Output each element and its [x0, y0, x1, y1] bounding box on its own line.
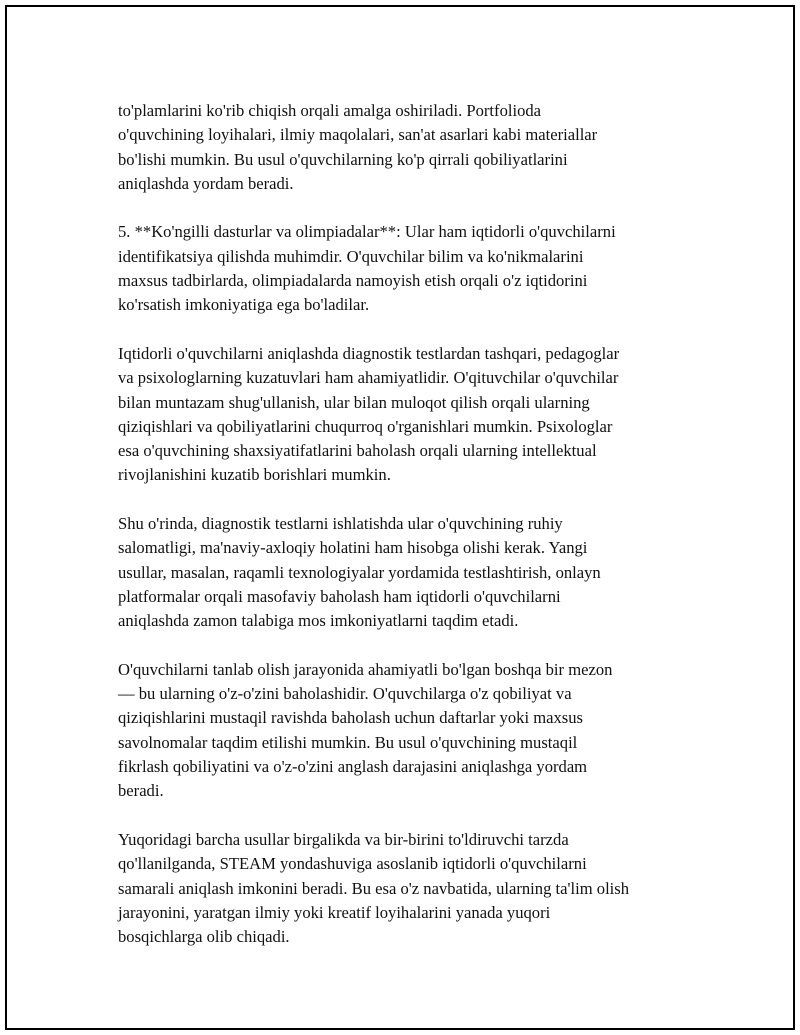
paragraph	[118, 99, 708, 196]
text-line: Yuqoridagi barcha usullar birgalikda va bir-birini to'ldiruvchi tarzda	[118, 829, 569, 849]
text-line: identifikatsiya qilishda muhimdir. O'quvchilar bilim va ko'nikmalarini	[118, 246, 584, 266]
paragraph	[118, 512, 708, 633]
text-line: samarali aniqlash imkonini beradi. Bu esa o'z navbatida, ularning ta'lim olish	[118, 878, 630, 898]
paragraph	[118, 220, 708, 317]
text-line: salomatligi, ma'naviy-axloqiy holatini ham hisobga olishi kerak. Yangi	[118, 538, 588, 558]
text-line: bo'lishi mumkin. Bu usul o'quvchilarning ko'p qirrali qobiliyatlarini	[118, 149, 568, 169]
text-line: Iqtidorli o'quvchilarni aniqlashda diagnostik testlardan tashqari, pedagoglar	[118, 343, 620, 363]
text-line: aniqlashda zamon talabiga mos imkoniyatlarni taqdim etadi.	[118, 611, 519, 631]
text-line: bilan muntazam shug'ullanish, ular bilan muloqot qilish orqali ularning	[118, 392, 590, 412]
text-line: beradi.	[118, 781, 164, 801]
text-line: aniqlashda yordam beradi.	[118, 173, 294, 193]
text-line: va psixologlarning kuzatuvlari ham ahamiyatlidir. O'qituvchilar o'quvchilar	[118, 368, 619, 388]
text-line: to'plamlarini ko'rib chiqish orqali amalga oshiriladi. Portfolioda	[118, 101, 542, 120]
text-line: qiziqishlarini mustaqil ravishda baholash uchun daftarlar yoki maxsus	[118, 708, 583, 728]
text-line: bosqichlarga olib chiqadi.	[118, 927, 290, 947]
text-line: maxsus tadbirlarda, olimpiadalarda namoyish etish orqali o'z iqtidorini	[118, 271, 588, 291]
text-line: — bu ularning o'z-o'zini baholashidir. O'quvchilarga o'z qobiliyat va	[118, 684, 572, 704]
page-frame	[5, 5, 795, 1030]
text-line: platformalar orqali masofaviy baholash ham iqtidorli o'quvchilarni	[118, 586, 561, 606]
text-line: esa o'quvchining shaxsiyatifatlarini baholash orqali ularning intellektual	[118, 441, 597, 461]
text-line: usullar, masalan, raqamli texnologiyalar yordamida testlashtirish, onlayn	[118, 562, 601, 582]
paragraph	[118, 828, 708, 949]
text-line: savolnomalar taqdim etilishi mumkin. Bu usul o'quvchining mustaqil	[118, 732, 578, 752]
paragraph	[118, 658, 708, 804]
text-line: o'quvchining loyihalari, ilmiy maqolalari, san'at asarlari kabi materiallar	[118, 125, 598, 145]
text-line: ko'rsatish imkoniyatiga ega bo'ladilar.	[118, 295, 370, 315]
text-line: jarayonini, yaratgan ilmiy yoki kreatif loyihalarini yanada yuqori	[118, 902, 551, 922]
text-line: Shu o'rinda, diagnostik testlarni ishlatishda ular o'quvchining ruhiy	[118, 514, 563, 534]
text-line: qiziqishlari va qobiliyatlarini chuqurroq o'rganishlari mumkin. Psixologlar	[118, 416, 613, 436]
text-line: 5. **Ko'ngilli dasturlar va olimpiadalar**: Ular ham iqtidorli o'quvchilarni	[118, 222, 616, 242]
text-line: O'quvchilarni tanlab olish jarayonida ahamiyatli bo'lgan boshqa bir mezon	[118, 659, 613, 679]
paragraph	[118, 342, 708, 488]
document-body	[118, 99, 708, 974]
text-line: qo'llanilganda, STEAM yondashuviga asoslanib iqtidorli o'quvchilarni	[118, 854, 587, 874]
text-line: fikrlash qobiliyatini va o'z-o'zini anglash darajasini aniqlashga yordam	[118, 757, 588, 777]
text-line: rivojlanishini kuzatib borishlari mumkin.	[118, 465, 391, 485]
